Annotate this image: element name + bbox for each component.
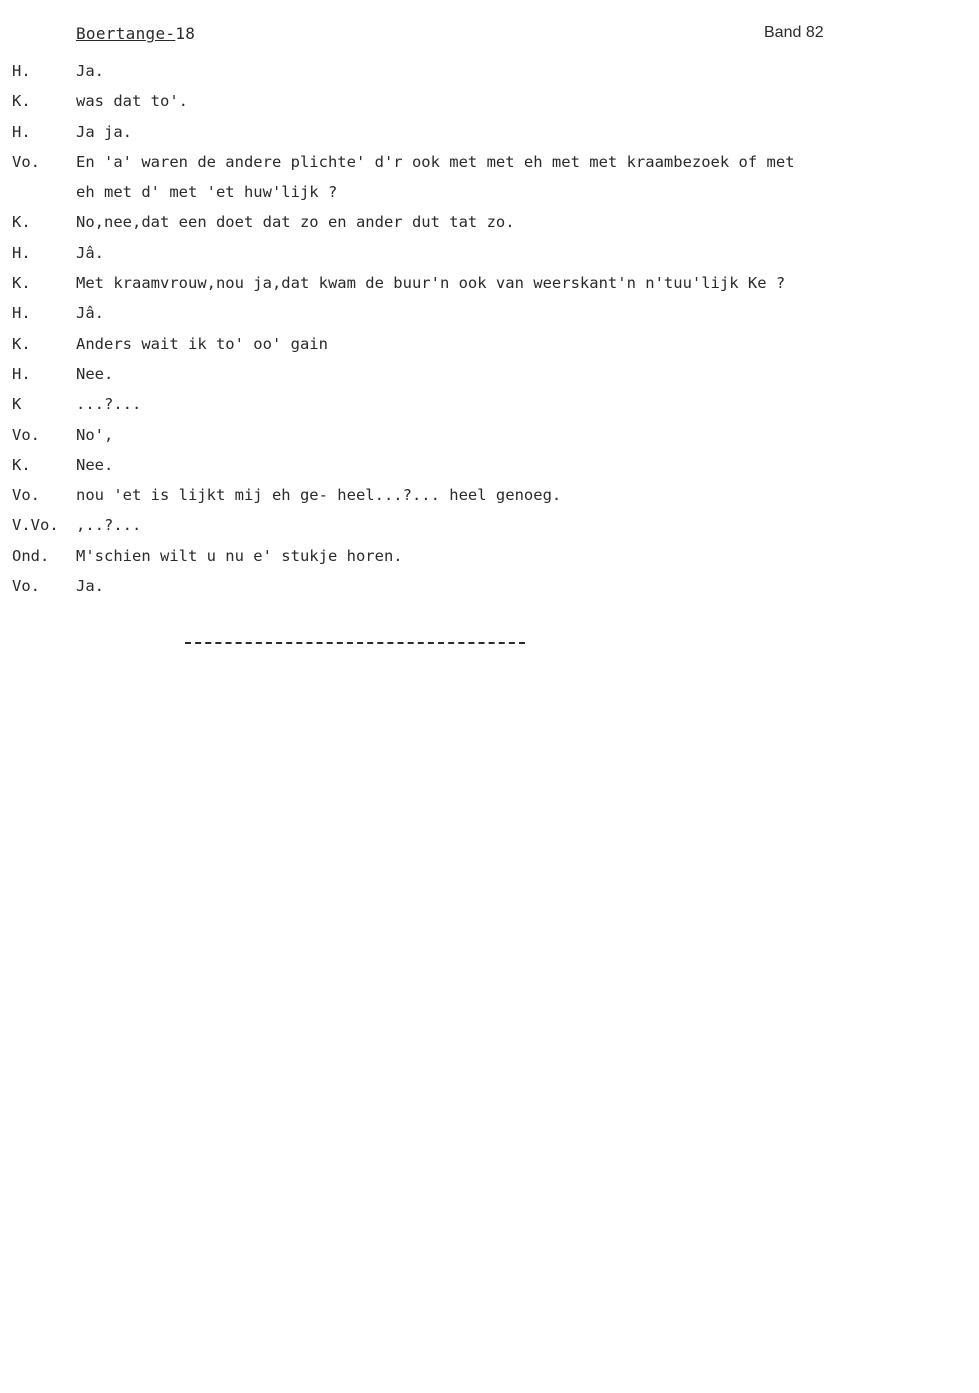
utterance-text: Ja ja. — [76, 122, 132, 141]
utterance-text: was dat to'. — [76, 92, 188, 111]
speaker-label: H. — [12, 62, 31, 80]
transcript-line — [12, 389, 972, 419]
transcript-line — [12, 298, 972, 328]
transcript-line — [12, 207, 972, 237]
transcript-line — [12, 420, 972, 450]
band-label: Band 82 — [764, 24, 824, 41]
utterance-text: Ja. — [76, 62, 104, 80]
transcript-line — [12, 56, 972, 86]
transcript-line — [12, 268, 972, 298]
page-number: 18 — [175, 24, 196, 43]
speaker-label: H. — [12, 122, 31, 141]
transcript-line — [12, 238, 972, 268]
speaker-label: Vo. — [12, 152, 40, 171]
utterance-text: No', — [76, 425, 114, 444]
document-header — [76, 24, 195, 43]
speaker-label: K. — [12, 213, 31, 232]
speaker-label: K. — [12, 274, 31, 293]
utterance-text: eh met d' met 'et huw'lijk ? — [76, 183, 338, 202]
utterance-text: En 'a' waren de andere plichte' d'r ook met met eh met met kraambezoek of met — [76, 152, 795, 171]
transcript-line — [12, 510, 972, 540]
transcript-line — [12, 329, 972, 359]
speaker-label: K. — [12, 455, 31, 474]
utterance-text: Jâ. — [76, 243, 104, 262]
speaker-label: Vo. — [12, 486, 40, 505]
utterance-text: Nee. — [76, 455, 114, 474]
speaker-label: H. — [12, 304, 31, 323]
utterance-text: Met kraamvrouw,nou ja,dat kwam de buur'n ook van weerskant'n n'tuu'lijk Ke ? — [76, 274, 786, 293]
utterance-text: Ja. — [76, 577, 104, 596]
utterance-text: M'schien wilt u nu e' stukje horen. — [76, 546, 403, 565]
transcript-line — [12, 86, 972, 116]
speaker-label: K — [12, 395, 22, 414]
transcript-line — [12, 147, 972, 177]
speaker-label: K. — [12, 92, 31, 111]
transcript-line — [12, 571, 972, 601]
speaker-label: H. — [12, 364, 31, 383]
transcript-line — [12, 480, 972, 510]
speaker-label: Ond. — [12, 546, 50, 565]
speaker-label: Vo. — [12, 577, 40, 596]
utterance-text: ...?... — [76, 395, 142, 414]
transcript-line — [12, 541, 972, 571]
utterance-text: ,..?... — [76, 516, 142, 535]
utterance-text: Nee. — [76, 364, 114, 383]
utterance-text: nou 'et is lijkt mij eh ge- heel...?... heel genoeg. — [76, 486, 562, 505]
utterance-text: Anders wait ik to' oo' gain — [76, 334, 328, 353]
utterance-text: Jâ. — [76, 304, 104, 323]
end-divider — [185, 642, 525, 644]
speaker-label: V.Vo. — [12, 516, 59, 535]
speaker-label: H. — [12, 243, 31, 262]
speaker-label: Vo. — [12, 425, 40, 444]
document-title: Boertange- — [76, 24, 176, 43]
speaker-label: K. — [12, 334, 31, 353]
transcript-line — [12, 117, 972, 147]
transcript-line — [12, 177, 972, 207]
transcript-line — [12, 359, 972, 389]
transcript — [12, 56, 972, 601]
transcript-line — [12, 450, 972, 480]
utterance-text: No,nee,dat een doet dat zo en ander dut tat zo. — [76, 213, 515, 232]
